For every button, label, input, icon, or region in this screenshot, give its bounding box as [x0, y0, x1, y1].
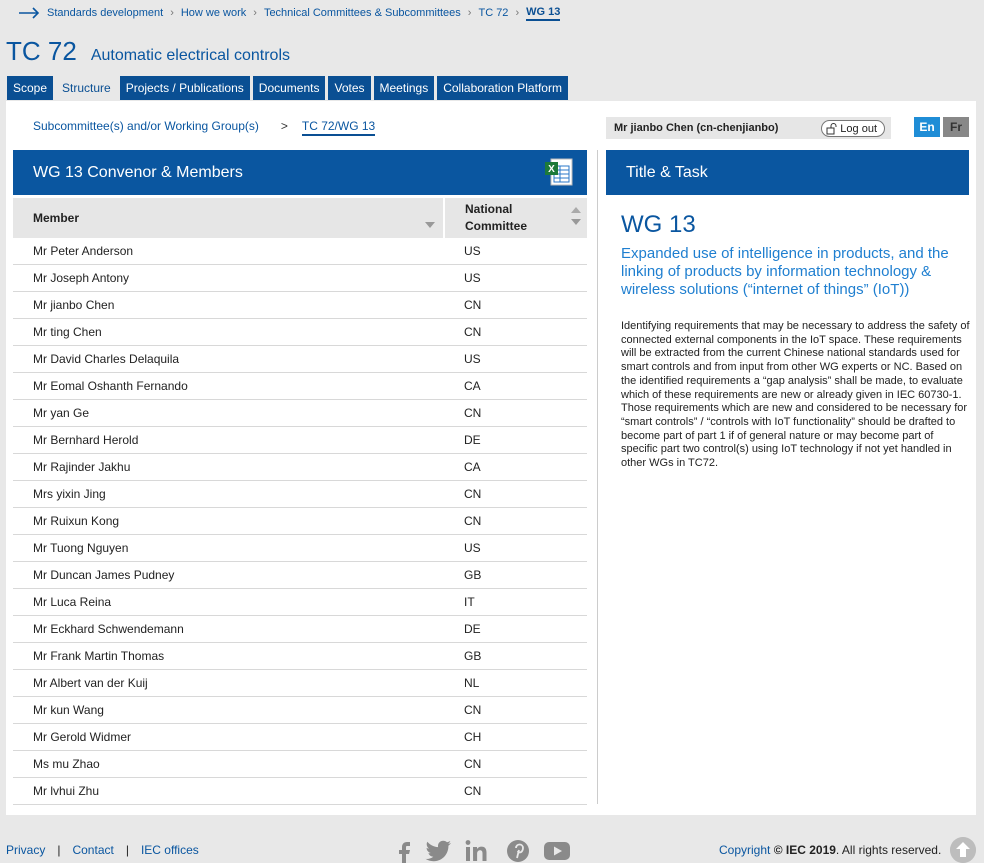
tab-documents[interactable]: Documents [253, 76, 326, 100]
chevron-right-icon: › [170, 7, 174, 19]
members-panel-header [13, 150, 587, 195]
national-committee: CN [464, 757, 482, 771]
table-row [13, 616, 587, 643]
national-committee: DE [464, 433, 481, 447]
arrow-right-icon [18, 6, 40, 20]
table-row [13, 751, 587, 778]
table-row [13, 778, 587, 805]
table-row [13, 697, 587, 724]
breadcrumb-tc72[interactable]: TC 72 [478, 7, 509, 19]
member-name: Ms mu Zhao [33, 757, 100, 771]
member-name: Mr Eomal Oshanth Fernando [33, 379, 188, 393]
table-row [13, 427, 587, 454]
members-table [13, 198, 587, 805]
subnav-separator: > [280, 119, 288, 133]
wg-task-description: Identifying requirements that may be necessary to address the safety of connected external components in the IoT space. These requirements will be extracted from the current Chinese national standards used for smart controls and from input from other WG experts or NC. Based on the identified requirements a “gap analysis” shall be made, to evaluate which of these requirements are new or already given in IEC 60730-1. Those requirements which are new and considered to be necessary for “smart controls” / “controls with IoT functionality” should be drafted to become part of part 1 if of general nature or may become part of specific part two control(s) using IoT technology if not yet handled in other WGs in TC72. [621, 320, 970, 470]
table-row [13, 643, 587, 670]
member-name: Mr Peter Anderson [33, 244, 134, 258]
iec-offices-link[interactable]: IEC offices [140, 843, 199, 857]
table-header [13, 198, 587, 238]
national-committee: US [464, 271, 481, 285]
copyright-holder: © IEC 2019 [773, 843, 836, 857]
table-row [13, 265, 587, 292]
table-body [13, 238, 587, 805]
table-row [13, 373, 587, 400]
table-row [13, 535, 587, 562]
tab-bar [7, 76, 571, 100]
table-row [13, 346, 587, 373]
tab-votes[interactable]: Votes [328, 76, 370, 100]
table-row [13, 724, 587, 751]
member-name: Mr Rajinder Jakhu [33, 460, 131, 474]
member-name: Mr Albert van der Kuij [33, 676, 148, 690]
tc-code: TC 72 [6, 36, 77, 66]
wg-subtitle: Expanded use of intelligence in products, and the linking of products by information technology & wireless solutions (“internet of things” (IoT)) [621, 245, 949, 298]
footer-separator: | [57, 843, 61, 857]
member-name: Mr David Charles Delaquila [33, 352, 180, 366]
breadcrumb-current: WG 13 [526, 6, 560, 21]
sort-up-icon[interactable] [571, 207, 581, 213]
national-committee: CA [464, 460, 481, 474]
national-committee: CN [464, 406, 482, 420]
member-name: Mr jianbo Chen [33, 298, 115, 312]
member-name: Mr Luca Reina [33, 595, 112, 609]
pinterest-icon[interactable] [503, 838, 533, 863]
language-en-button[interactable]: En [914, 117, 940, 137]
copyright-rest: . All rights reserved. [835, 843, 942, 857]
national-committee: CN [464, 298, 482, 312]
logout-button[interactable]: Log out [821, 120, 885, 137]
unlock-icon [826, 123, 837, 135]
excel-export-icon[interactable] [544, 157, 574, 187]
national-committee: US [464, 352, 481, 366]
contact-link[interactable]: Contact [72, 843, 114, 857]
members-panel-title: WG 13 Convenor & Members [33, 163, 243, 181]
facebook-icon[interactable] [390, 838, 420, 863]
national-committee: US [464, 541, 481, 555]
tab-scope[interactable]: Scope [7, 76, 53, 100]
tab-collaboration-platform[interactable]: Collaboration Platform [437, 76, 568, 100]
national-committee: CA [464, 379, 481, 393]
footer-separator: | [125, 843, 129, 857]
national-committee: CN [464, 703, 482, 717]
breadcrumb-how-we-work[interactable]: How we work [180, 7, 247, 19]
task-panel-header [606, 150, 969, 195]
tab-projects-publications[interactable]: Projects / Publications [120, 76, 250, 100]
national-committee: CN [464, 514, 482, 528]
sort-down-icon[interactable] [571, 219, 581, 225]
member-name: Mr yan Ge [33, 406, 90, 420]
national-committee: CN [464, 784, 482, 798]
tab-structure[interactable]: Structure [56, 76, 117, 100]
member-name: Mr Gerold Widmer [33, 730, 132, 744]
wg-title: WG 13 [621, 211, 696, 238]
table-row [13, 481, 587, 508]
table-row [13, 319, 587, 346]
member-name: Mr kun Wang [33, 703, 104, 717]
privacy-link[interactable]: Privacy [6, 843, 46, 857]
member-name: Mr Duncan James Pudney [33, 568, 175, 582]
table-row [13, 508, 587, 535]
footer-links [6, 843, 199, 857]
table-row [13, 238, 587, 265]
chevron-right-icon: › [253, 7, 257, 19]
national-committee: GB [464, 568, 482, 582]
user-bar [606, 117, 891, 139]
national-committee: US [464, 244, 481, 258]
table-row [13, 400, 587, 427]
language-fr-button[interactable]: Fr [943, 117, 969, 137]
national-committee: NL [464, 676, 480, 690]
member-name: Mr Joseph Antony [33, 271, 130, 285]
youtube-icon[interactable] [542, 838, 572, 863]
tab-meetings[interactable]: Meetings [374, 76, 435, 100]
task-panel-title: Title & Task [626, 163, 708, 181]
breadcrumb [18, 3, 560, 23]
tc-name: Automatic electrical controls [90, 47, 290, 64]
column-header-national-committee[interactable]: National Committee [445, 198, 587, 238]
copyright [719, 843, 941, 857]
sub-navigation [33, 119, 375, 136]
chevron-right-icon: › [515, 7, 520, 19]
table-row [13, 589, 587, 616]
page-title [6, 36, 290, 67]
member-name: Mr Tuong Nguyen [33, 541, 129, 555]
national-committee: GB [464, 649, 482, 663]
national-committee: DE [464, 622, 481, 636]
sort-down-icon[interactable] [425, 222, 435, 228]
chevron-right-icon: › [467, 7, 472, 19]
member-name: Mr Eckhard Schwendemann [33, 622, 184, 636]
member-name: Mr Bernhard Herold [33, 433, 139, 447]
national-committee: IT [464, 595, 475, 609]
subnav-subcommittees-link[interactable]: Subcommittee(s) and/or Working Group(s) [33, 119, 259, 133]
user-name: Mr jianbo Chen (cn-chenjianbo) [614, 122, 779, 134]
scroll-to-top-button[interactable] [950, 837, 976, 863]
column-header-member[interactable]: Member [13, 198, 443, 238]
member-name: Mr lvhui Zhu [33, 784, 100, 798]
svg-text:X: X [548, 164, 555, 175]
table-row [13, 454, 587, 481]
table-row [13, 292, 587, 319]
member-name: Mrs yixin Jing [33, 487, 106, 501]
copyright-link[interactable]: Copyright [719, 843, 771, 857]
twitter-icon[interactable] [424, 838, 454, 863]
main-content [6, 101, 976, 815]
member-name: Mr Ruixun Kong [33, 514, 120, 528]
national-committee: CN [464, 487, 482, 501]
breadcrumb-standards-development[interactable]: Standards development [47, 7, 164, 19]
column-divider [597, 150, 598, 804]
national-committee: CN [464, 325, 482, 339]
member-name: Mr Frank Martin Thomas [33, 649, 165, 663]
national-committee: CH [464, 730, 482, 744]
table-row [13, 562, 587, 589]
member-name: Mr ting Chen [33, 325, 102, 339]
breadcrumb-technical-committees[interactable]: Technical Committees & Subcommittees [263, 7, 461, 19]
subnav-current: TC 72/WG 13 [302, 119, 375, 136]
table-row [13, 670, 587, 697]
linkedin-icon[interactable] [463, 838, 493, 863]
